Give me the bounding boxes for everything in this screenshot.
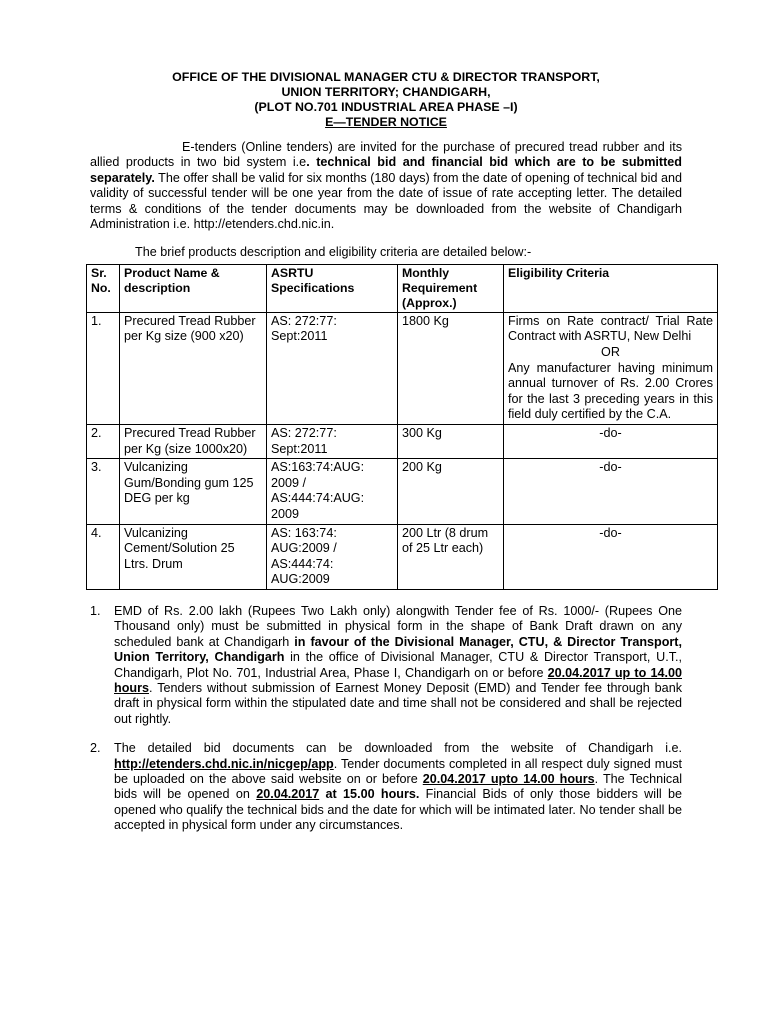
cell-asrtu: AS: 163:74: AUG:2009 / AS:444:74: AUG:2009 — [267, 524, 398, 589]
cell-asrtu: AS: 272:77: Sept:2011 — [267, 312, 398, 424]
bid-open-time: at 15.00 hours. — [319, 787, 420, 802]
table-row — [87, 524, 718, 589]
bid-url-link[interactable]: http://etenders.chd.nic.in/nicgep/app — [114, 756, 334, 771]
cell-sr: 1. — [87, 312, 120, 424]
intro-paragraph — [90, 140, 682, 232]
cell-product: Precured Tread Rubber per Kg (size 1000x20) — [120, 425, 267, 459]
brief-line: The brief products description and eligibility criteria are detailed below:- — [135, 245, 532, 260]
cell-eligibility: -do- — [504, 459, 718, 524]
header-line-1: OFFICE OF THE DIVISIONAL MANAGER CTU & DIRECTOR TRANSPORT, — [172, 70, 600, 84]
cell-product: Vulcanizing Cement/Solution 25 Ltrs. Drum — [120, 524, 267, 589]
table-row — [87, 459, 718, 524]
cell-sr: 4. — [87, 524, 120, 589]
cell-asrtu: AS: 272:77: Sept:2011 — [267, 425, 398, 459]
col-eligibility: Eligibility Criteria — [504, 264, 718, 312]
col-monthly: Monthly Requirement (Approx.) — [398, 264, 504, 312]
document-page — [90, 70, 713, 848]
cell-product: Vulcanizing Gum/Bonding gum 125 DEG per kg — [120, 459, 267, 524]
header-line-2: UNION TERRITORY; CHANDIGARH, — [281, 85, 491, 99]
cell-monthly: 200 Kg — [398, 459, 504, 524]
table-row — [87, 312, 718, 424]
notice-header — [90, 70, 682, 130]
emd-rest: . Tenders without submission of Earnest Money Deposit (EMD) and Tender fee through bank draft in physical form within the stipulated date and time shall not be considered and shall be rejected out rightly. — [114, 680, 682, 726]
cell-monthly: 300 Kg — [398, 425, 504, 459]
cell-sr: 2. — [87, 425, 120, 459]
cell-eligibility: -do- — [504, 524, 718, 589]
cell-monthly: 200 Ltr (8 drum of 25 Ltr each) — [398, 524, 504, 589]
bid-deadline: 20.04.2017 upto 14.00 hours — [422, 772, 595, 786]
cell-eligibility — [504, 312, 718, 424]
col-asrtu: ASRTU Specifications — [267, 264, 398, 312]
intro-bold: . technical bid and financial bid which are to be submitted separately. — [90, 155, 683, 185]
bid-upload: . Tender documents completed in all respect duly signed must be uploaded on the above said website on or before — [114, 756, 682, 786]
list-item — [90, 741, 682, 833]
emd-deadline: 20.04.2017 up to 14.00 hours — [114, 665, 682, 695]
table-row — [87, 425, 718, 459]
bid-open-date: 20.04.2017 — [256, 787, 320, 802]
intro-rest: The offer shall be valid for six months (180 days) from the date of opening of technical bid and validity of successful tender will be one year from the date of issue of rate accepting letter. The detailed terms & conditions of the tender documents may be downloaded from the website of Chandigarh Administration i.e. http://etenders.chd.nic.in. — [90, 170, 682, 232]
cell-product: Precured Tread Rubber per Kg size (900 x20) — [120, 312, 267, 424]
conditions-list — [90, 604, 682, 834]
cell-eligibility: -do- — [504, 425, 718, 459]
cell-sr: 3. — [87, 459, 120, 524]
col-sr: Sr. No. — [87, 264, 120, 312]
header-line-3: (PLOT NO.701 INDUSTRIAL AREA PHASE –I) — [254, 100, 518, 114]
notice-title: E—TENDER NOTICE — [325, 115, 447, 129]
bid-open-text: . The Technical bids will be opened on — [114, 772, 682, 802]
emd-favour: in favour of the Divisional Manager, CTU, & Director Transport, Union Territory, Chandigarh — [114, 634, 683, 665]
intro-text: E-tenders (Online tenders) are invited for the purchase of precured tread rubber and its allied products in two bid system i.e — [90, 140, 682, 170]
emd-text: EMD of Rs. 2.00 lakh (Rupees Two Lakh only) alongwith Tender fee of Rs. 1000/- (Rupees One Thousand only) must be submitted in physical form in the shape of Bank Draft drawn on any scheduled bank at Chandigarh — [114, 603, 682, 649]
col-product: Product Name & description — [120, 264, 267, 312]
cell-monthly: 1800 Kg — [398, 312, 504, 424]
item-number: 2. — [90, 741, 101, 756]
products-table — [86, 264, 718, 590]
cell-asrtu: AS:163:74:AUG: 2009 / AS:444:74:AUG: 2009 — [267, 459, 398, 524]
list-item — [90, 604, 682, 727]
eligibility-b: Any manufacturer having minimum annual turnover of Rs. 2.00 Crores for the last 3 preceding years in this field duly certified by the C.A. — [508, 360, 713, 422]
bid-rest: Financial Bids of only those bidders will be opened who qualify the technical bids and the date for which will be intimated later. No tender shall be accepted in physical form under any circumstances. — [114, 787, 682, 833]
emd-office: in the office of Divisional Manager, CTU & Director Transport, U.T., Chandigarh, Plot No. 701, Industrial Area, Phase I, Chandigarh on or before — [114, 650, 682, 680]
bid-text: The detailed bid documents can be downloaded from the website of Chandigarh i.e. — [114, 741, 682, 756]
eligibility-a: Firms on Rate contract/ Trial Rate Contract with ASRTU, New Delhi — [508, 313, 713, 344]
item-number: 1. — [90, 603, 101, 618]
eligibility-or: OR — [601, 345, 620, 360]
table-header-row — [87, 264, 718, 312]
